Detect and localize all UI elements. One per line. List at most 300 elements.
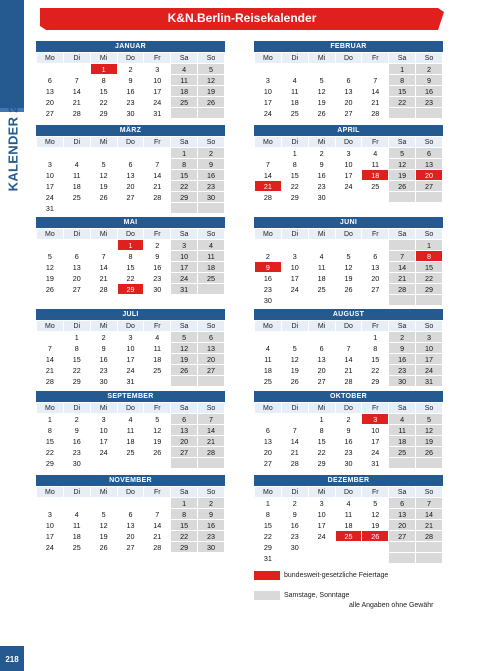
day-cell: 8 [416,251,443,262]
week-row [255,240,443,251]
day-cell: 24 [335,181,362,192]
weekday-label: Do [335,321,362,332]
day-cell: 21 [362,97,389,108]
page-title: K&N.Berlin-Reisekalender [167,11,317,25]
day-cell: 2 [389,332,416,343]
weekday-label: Mi [308,229,335,240]
day-cell [255,64,282,75]
weekday-label: Mi [90,403,117,414]
day-cell: 1 [117,240,144,251]
week-row [37,64,225,75]
week-row [37,425,225,436]
day-cell: 16 [144,262,171,273]
day-cell: 17 [171,262,198,273]
weekday-label: Do [335,487,362,498]
day-cell [63,148,90,159]
month-name: APRIL [254,125,443,136]
day-cell: 20 [389,520,416,531]
weekday-label: Do [335,403,362,414]
day-cell: 10 [255,86,282,97]
day-cell: 8 [63,343,90,354]
day-cell: 27 [63,284,90,295]
weekday-label: Mo [255,403,282,414]
weekday-label: Sa [171,403,198,414]
day-cell: 27 [335,108,362,119]
day-cell: 16 [335,436,362,447]
day-cell: 9 [90,343,117,354]
day-cell: 23 [198,531,225,542]
day-cell: 24 [37,192,64,203]
day-cell: 7 [198,414,225,425]
day-cell: 11 [117,425,144,436]
day-cell: 27 [117,542,144,553]
day-cell: 7 [416,498,443,509]
day-cell: 26 [281,376,308,387]
weekday-label: So [416,487,443,498]
day-cell: 7 [255,159,282,170]
day-cell [416,553,443,564]
day-cell: 13 [308,354,335,365]
day-cell: 4 [389,414,416,425]
day-cell: 14 [198,425,225,436]
day-cell: 13 [255,436,282,447]
week-row [255,447,443,458]
day-cell: 22 [171,531,198,542]
day-cell: 14 [37,354,64,365]
day-cell: 12 [90,170,117,181]
day-cell [255,148,282,159]
day-cell: 15 [63,354,90,365]
weekday-label: Fr [144,137,171,148]
day-cell: 17 [335,170,362,181]
weekday-label: Fr [362,137,389,148]
day-cell: 19 [416,436,443,447]
day-cell: 24 [37,542,64,553]
day-cell: 5 [90,159,117,170]
day-cell [90,148,117,159]
day-cell [281,295,308,306]
week-row [255,425,443,436]
day-cell: 2 [416,64,443,75]
day-cell: 25 [198,273,225,284]
day-cell: 14 [255,170,282,181]
day-cell: 12 [171,343,198,354]
day-cell: 18 [281,97,308,108]
day-cell: 16 [281,520,308,531]
day-cell: 18 [171,86,198,97]
day-cell: 12 [362,509,389,520]
weekday-label: Mo [255,229,282,240]
day-cell: 24 [281,284,308,295]
day-cell: 2 [117,64,144,75]
day-cell: 24 [144,97,171,108]
day-cell [171,376,198,387]
day-cell: 3 [117,332,144,343]
day-cell: 17 [37,181,64,192]
weekday-label: Di [63,321,90,332]
weekday-header-row [37,321,225,332]
month-name: OKTOBER [254,391,443,402]
day-cell: 25 [117,447,144,458]
day-cell [198,458,225,469]
weekday-label: Mo [37,53,64,64]
day-cell [389,458,416,469]
month-3 [254,125,443,203]
week-row [255,148,443,159]
day-cell: 10 [37,170,64,181]
day-cell [335,553,362,564]
week-row [37,447,225,458]
week-row [255,553,443,564]
weekday-label: Mo [255,53,282,64]
weekday-label: Fr [362,229,389,240]
day-cell [90,458,117,469]
day-cell: 22 [362,365,389,376]
week-row [255,509,443,520]
day-cell: 5 [198,64,225,75]
week-row [255,284,443,295]
day-cell: 5 [171,332,198,343]
day-cell [90,203,117,214]
week-row [37,148,225,159]
day-cell: 17 [362,436,389,447]
week-row [255,108,443,119]
day-cell [37,64,64,75]
day-cell: 10 [362,425,389,436]
weekday-label: Mo [37,137,64,148]
day-cell: 16 [416,86,443,97]
day-cell: 21 [144,181,171,192]
day-cell: 28 [144,192,171,203]
day-cell: 19 [90,531,117,542]
weekday-label: Di [281,321,308,332]
day-cell: 19 [198,86,225,97]
day-cell: 17 [144,86,171,97]
month-name: NOVEMBER [36,475,225,486]
day-cell: 14 [90,262,117,273]
day-cell: 22 [308,447,335,458]
month-name: FEBRUAR [254,41,443,52]
week-row [37,376,225,387]
day-cell: 2 [335,414,362,425]
weekday-label: Do [117,403,144,414]
day-cell: 12 [335,262,362,273]
day-cell [308,64,335,75]
day-cell: 23 [144,273,171,284]
week-row [37,262,225,273]
day-cell: 5 [335,251,362,262]
day-cell [255,240,282,251]
day-cell: 9 [198,159,225,170]
day-cell: 1 [308,414,335,425]
month-6 [36,309,225,387]
day-cell [198,203,225,214]
day-cell: 26 [171,365,198,376]
weekday-label: So [416,403,443,414]
day-cell: 21 [416,520,443,531]
day-cell: 25 [63,542,90,553]
week-row [255,414,443,425]
day-cell [389,295,416,306]
weekday-label: Di [63,403,90,414]
week-row [255,376,443,387]
day-cell: 16 [389,354,416,365]
day-cell: 17 [255,97,282,108]
day-cell: 13 [335,86,362,97]
day-cell: 9 [63,425,90,436]
week-row [255,354,443,365]
day-cell [308,240,335,251]
day-cell: 9 [335,425,362,436]
day-cell: 25 [308,284,335,295]
day-cell [362,295,389,306]
weekday-label: Di [63,487,90,498]
day-cell: 19 [362,520,389,531]
day-cell [389,553,416,564]
week-row [255,531,443,542]
month-name: AUGUST [254,309,443,320]
day-cell: 22 [90,97,117,108]
day-cell [362,192,389,203]
day-cell: 3 [362,414,389,425]
day-cell: 21 [255,181,282,192]
month-5 [254,217,443,306]
week-row [37,97,225,108]
day-cell: 23 [416,97,443,108]
day-cell: 22 [37,447,64,458]
day-cell [281,414,308,425]
day-cell: 29 [37,458,64,469]
day-cell: 6 [117,509,144,520]
day-cell: 17 [37,531,64,542]
day-cell [171,203,198,214]
day-cell: 16 [255,273,282,284]
day-cell: 10 [144,75,171,86]
weekday-label: Do [117,321,144,332]
day-cell: 19 [389,170,416,181]
day-cell [144,148,171,159]
day-cell: 30 [335,458,362,469]
weekday-label: So [416,229,443,240]
day-cell: 3 [37,509,64,520]
day-cell: 25 [144,365,171,376]
day-cell [362,542,389,553]
day-cell: 19 [144,436,171,447]
week-row [255,343,443,354]
legend-holiday-swatch [254,571,280,580]
week-row [37,86,225,97]
day-cell: 18 [335,520,362,531]
day-cell: 8 [389,75,416,86]
day-cell: 3 [255,75,282,86]
day-cell [308,553,335,564]
day-cell [416,542,443,553]
day-cell: 22 [117,273,144,284]
day-cell: 4 [281,75,308,86]
weekday-label: Fr [144,229,171,240]
day-cell: 1 [362,332,389,343]
day-cell: 6 [308,343,335,354]
day-cell [144,376,171,387]
day-cell: 16 [90,354,117,365]
week-row [37,170,225,181]
weekday-label: Mo [37,403,64,414]
day-cell: 14 [63,86,90,97]
legend-weekend-label: Samstage, Sonntage [284,592,350,599]
day-cell: 30 [308,192,335,203]
day-cell: 18 [63,531,90,542]
day-cell: 26 [144,447,171,458]
day-cell: 6 [198,332,225,343]
day-cell [144,203,171,214]
day-cell: 6 [37,75,64,86]
weekday-header-row [255,321,443,332]
day-cell: 6 [335,75,362,86]
day-cell: 12 [281,354,308,365]
weekday-label: Sa [389,321,416,332]
day-cell: 2 [144,240,171,251]
day-cell [63,64,90,75]
month-2 [36,125,225,214]
day-cell: 1 [281,148,308,159]
day-cell: 3 [308,498,335,509]
day-cell: 3 [416,332,443,343]
day-cell: 25 [171,97,198,108]
day-cell: 27 [255,458,282,469]
weekday-label: Do [335,229,362,240]
day-cell: 8 [308,425,335,436]
day-cell: 30 [198,192,225,203]
day-cell: 19 [37,273,64,284]
week-row [255,159,443,170]
day-cell: 31 [362,458,389,469]
week-row [255,542,443,553]
day-cell: 18 [308,273,335,284]
day-cell [198,108,225,119]
day-cell: 26 [308,108,335,119]
day-cell: 7 [362,75,389,86]
day-cell: 12 [389,159,416,170]
weekday-header-row [255,487,443,498]
weekday-label: So [416,137,443,148]
day-cell [117,498,144,509]
day-cell: 17 [281,273,308,284]
week-row [37,192,225,203]
day-cell: 25 [362,181,389,192]
day-cell: 21 [335,365,362,376]
week-row [255,64,443,75]
day-cell: 16 [308,170,335,181]
day-cell: 21 [90,273,117,284]
day-cell: 18 [63,181,90,192]
weekday-label: Do [117,137,144,148]
day-cell: 24 [362,447,389,458]
day-cell: 12 [308,86,335,97]
week-row [37,284,225,295]
month-4 [36,217,225,295]
day-cell: 6 [389,498,416,509]
weekday-label: Mo [37,321,64,332]
weekday-label: Di [63,137,90,148]
week-row [255,365,443,376]
weekday-label: So [198,487,225,498]
day-cell: 23 [389,365,416,376]
weekday-label: So [198,53,225,64]
day-cell [144,498,171,509]
weekday-label: Fr [144,403,171,414]
day-cell [37,332,64,343]
day-cell: 19 [90,181,117,192]
day-cell [255,414,282,425]
day-cell: 1 [255,498,282,509]
day-cell [335,192,362,203]
day-cell: 21 [198,436,225,447]
day-cell: 31 [37,203,64,214]
side-title-text: KALENDER 2025 [5,82,21,192]
day-cell: 28 [362,108,389,119]
weekday-label: Sa [171,229,198,240]
day-cell: 28 [416,531,443,542]
day-cell: 23 [198,181,225,192]
day-cell: 7 [63,75,90,86]
day-cell: 6 [416,148,443,159]
week-row [37,498,225,509]
week-row [37,251,225,262]
week-row [255,262,443,273]
day-cell [335,240,362,251]
week-row [255,273,443,284]
day-cell [117,148,144,159]
day-cell [171,458,198,469]
day-cell: 4 [144,332,171,343]
day-cell [362,553,389,564]
day-cell [37,148,64,159]
weekday-label: Mi [308,321,335,332]
day-cell: 3 [171,240,198,251]
day-cell: 26 [198,97,225,108]
day-cell: 26 [90,542,117,553]
day-cell: 26 [362,531,389,542]
month-table [254,402,443,469]
day-cell: 30 [117,108,144,119]
day-cell: 26 [389,181,416,192]
day-cell: 15 [37,436,64,447]
day-cell: 29 [281,192,308,203]
month-table [254,486,443,564]
day-cell: 16 [198,520,225,531]
day-cell: 12 [198,75,225,86]
week-row [37,332,225,343]
day-cell: 5 [90,509,117,520]
month-name: MÄRZ [36,125,225,136]
day-cell [37,498,64,509]
day-cell: 1 [63,332,90,343]
day-cell: 23 [281,531,308,542]
week-row [255,498,443,509]
day-cell [416,108,443,119]
weekday-label: Mi [90,137,117,148]
day-cell: 7 [389,251,416,262]
day-cell: 22 [281,181,308,192]
day-cell: 31 [171,284,198,295]
week-row [255,97,443,108]
weekday-label: Fr [144,321,171,332]
day-cell: 15 [362,354,389,365]
day-cell: 15 [90,86,117,97]
day-cell: 22 [255,531,282,542]
day-cell: 27 [37,108,64,119]
week-row [37,509,225,520]
